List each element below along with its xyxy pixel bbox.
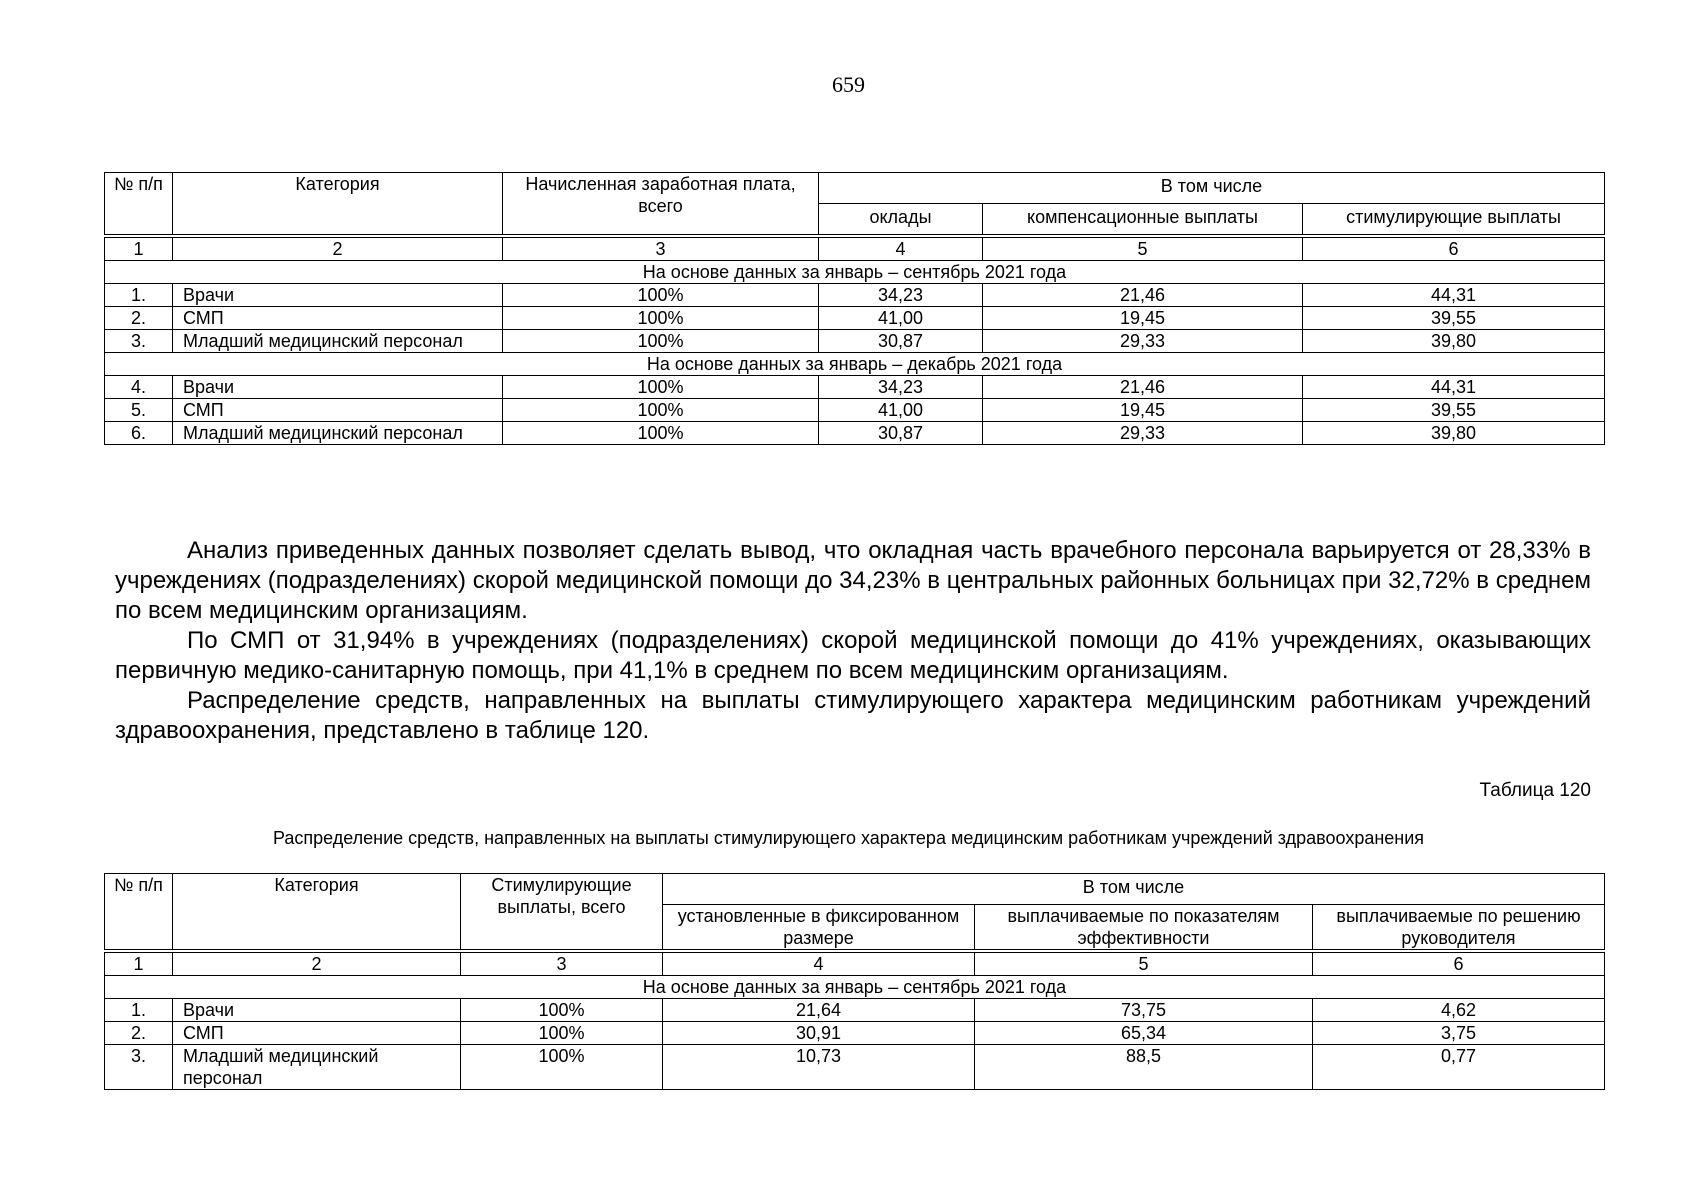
table-row — [105, 999, 1605, 1022]
analysis-paragraph: Анализ приведенных данных позволяет сделать вывод, что окладная часть врачебного персонала варьируется от 28,33% в учреждениях (подразделениях) скорой медицинской помощи до 34,23% в центральных районных больницах при 32,72% в среднем по всем медицинским организациям. — [115, 537, 1591, 624]
cell-total: 100% — [503, 422, 819, 445]
header-fixed: установленные в фиксированном размере — [663, 905, 975, 950]
section-title-row — [105, 261, 1605, 284]
header-category: Категория — [173, 874, 461, 950]
cell-num: 1. — [105, 999, 173, 1022]
header-performance: выплачиваемые по показателям эффективности — [975, 905, 1313, 950]
table-row — [105, 422, 1605, 445]
column-numbers-row — [105, 238, 1605, 261]
header-num: № п/п — [105, 173, 173, 235]
cell-fixed: 21,64 — [663, 999, 975, 1022]
distribution-paragraph: Распределение средств, направленных на выплаты стимулирующего характера медицинским работникам учреждений здравоохранения, представлено в таблице 120. — [115, 687, 1591, 744]
cell-total: 100% — [503, 307, 819, 330]
cell-total: 100% — [503, 399, 819, 422]
cell-salary-base: 41,00 — [819, 307, 983, 330]
cell-incentive: 39,80 — [1303, 422, 1605, 445]
col-number: 1 — [105, 953, 173, 976]
incentive-distribution-table — [104, 873, 1605, 1090]
col-number: 5 — [975, 953, 1313, 976]
header-total: Стимулирующие выплаты, всего — [461, 874, 663, 950]
cell-incentive: 39,55 — [1303, 307, 1605, 330]
cell-incentive: 39,55 — [1303, 399, 1605, 422]
cell-num: 2. — [105, 1022, 173, 1045]
cell-category: СМП — [173, 307, 503, 330]
cell-num: 2. — [105, 307, 173, 330]
section-title: На основе данных за январь – декабрь 2021 года — [105, 353, 1605, 376]
cell-num: 5. — [105, 399, 173, 422]
cell-incentive: 39,80 — [1303, 330, 1605, 353]
smp-paragraph: По СМП от 31,94% в учреждениях (подразделениях) скорой медицинской помощи до 41% учреждениях, оказывающих первичную медико-санитарную помощь, при 41,1% в среднем по всем медицинским организациям. — [115, 627, 1591, 684]
table-row — [105, 376, 1605, 399]
cell-num: 3. — [105, 1045, 173, 1090]
cell-total: 100% — [461, 1022, 663, 1045]
cell-performance: 65,34 — [975, 1022, 1313, 1045]
cell-num: 4. — [105, 376, 173, 399]
cell-category: Младший медицинский персонал — [173, 1045, 461, 1090]
cell-num: 6. — [105, 422, 173, 445]
cell-category: Младший медицинский персонал — [173, 330, 503, 353]
header-total: Начисленная заработная плата, всего — [503, 173, 819, 235]
cell-performance: 73,75 — [975, 999, 1313, 1022]
header-including: В том числе — [663, 874, 1605, 905]
section-title: На основе данных за январь – сентябрь 2021 года — [105, 261, 1605, 284]
table-label: Таблица 120 — [1479, 780, 1591, 801]
section-title-row — [105, 976, 1605, 999]
cell-num: 3. — [105, 330, 173, 353]
cell-category: Врачи — [173, 376, 503, 399]
header-compensation: компенсационные выплаты — [983, 204, 1303, 235]
table-header-row — [105, 173, 1605, 204]
col-number: 6 — [1303, 238, 1605, 261]
cell-category: Врачи — [173, 999, 461, 1022]
section-title: На основе данных за январь – сентябрь 2021 года — [105, 976, 1605, 999]
cell-category: СМП — [173, 399, 503, 422]
cell-fixed: 30,91 — [663, 1022, 975, 1045]
cell-compensation: 19,45 — [983, 399, 1303, 422]
table-caption: Распределение средств, направленных на выплаты стимулирующего характера медицинским работникам учреждений здравоохранения — [272, 828, 1425, 848]
header-num: № п/п — [105, 874, 173, 950]
cell-salary-base: 34,23 — [819, 376, 983, 399]
col-number: 1 — [105, 238, 173, 261]
cell-incentive: 44,31 — [1303, 376, 1605, 399]
cell-fixed: 10,73 — [663, 1045, 975, 1090]
header-category: Категория — [173, 173, 503, 235]
cell-category: СМП — [173, 1022, 461, 1045]
cell-manager-decision: 3,75 — [1313, 1022, 1605, 1045]
cell-total: 100% — [503, 284, 819, 307]
table-header-row — [105, 874, 1605, 905]
col-number: 2 — [173, 238, 503, 261]
cell-compensation: 21,46 — [983, 284, 1303, 307]
cell-total: 100% — [503, 330, 819, 353]
header-salary-base: оклады — [819, 204, 983, 235]
cell-category: Врачи — [173, 284, 503, 307]
cell-total: 100% — [461, 999, 663, 1022]
header-manager-decision: выплачиваемые по решению руководителя — [1313, 905, 1605, 950]
header-incentive: стимулирующие выплаты — [1303, 204, 1605, 235]
table-row — [105, 330, 1605, 353]
cell-compensation: 19,45 — [983, 307, 1303, 330]
cell-compensation: 21,46 — [983, 376, 1303, 399]
table-row — [105, 284, 1605, 307]
col-number: 3 — [461, 953, 663, 976]
cell-salary-base: 41,00 — [819, 399, 983, 422]
cell-total: 100% — [503, 376, 819, 399]
cell-total: 100% — [461, 1045, 663, 1090]
cell-manager-decision: 4,62 — [1313, 999, 1605, 1022]
table-row — [105, 1045, 1605, 1090]
cell-manager-decision: 0,77 — [1313, 1045, 1605, 1090]
salary-structure-table — [104, 172, 1605, 445]
table-row — [105, 307, 1605, 330]
col-number: 3 — [503, 238, 819, 261]
table-row — [105, 399, 1605, 422]
cell-salary-base: 30,87 — [819, 422, 983, 445]
page-number: 659 — [832, 72, 865, 97]
cell-compensation: 29,33 — [983, 330, 1303, 353]
cell-compensation: 29,33 — [983, 422, 1303, 445]
col-number: 4 — [819, 238, 983, 261]
col-number: 4 — [663, 953, 975, 976]
cell-category: Младший медицинский персонал — [173, 422, 503, 445]
col-number: 5 — [983, 238, 1303, 261]
section-title-row — [105, 353, 1605, 376]
cell-salary-base: 30,87 — [819, 330, 983, 353]
cell-num: 1. — [105, 284, 173, 307]
cell-performance: 88,5 — [975, 1045, 1313, 1090]
column-numbers-row — [105, 953, 1605, 976]
cell-incentive: 44,31 — [1303, 284, 1605, 307]
cell-salary-base: 34,23 — [819, 284, 983, 307]
col-number: 6 — [1313, 953, 1605, 976]
table-row — [105, 1022, 1605, 1045]
header-including: В том числе — [819, 173, 1605, 204]
col-number: 2 — [173, 953, 461, 976]
